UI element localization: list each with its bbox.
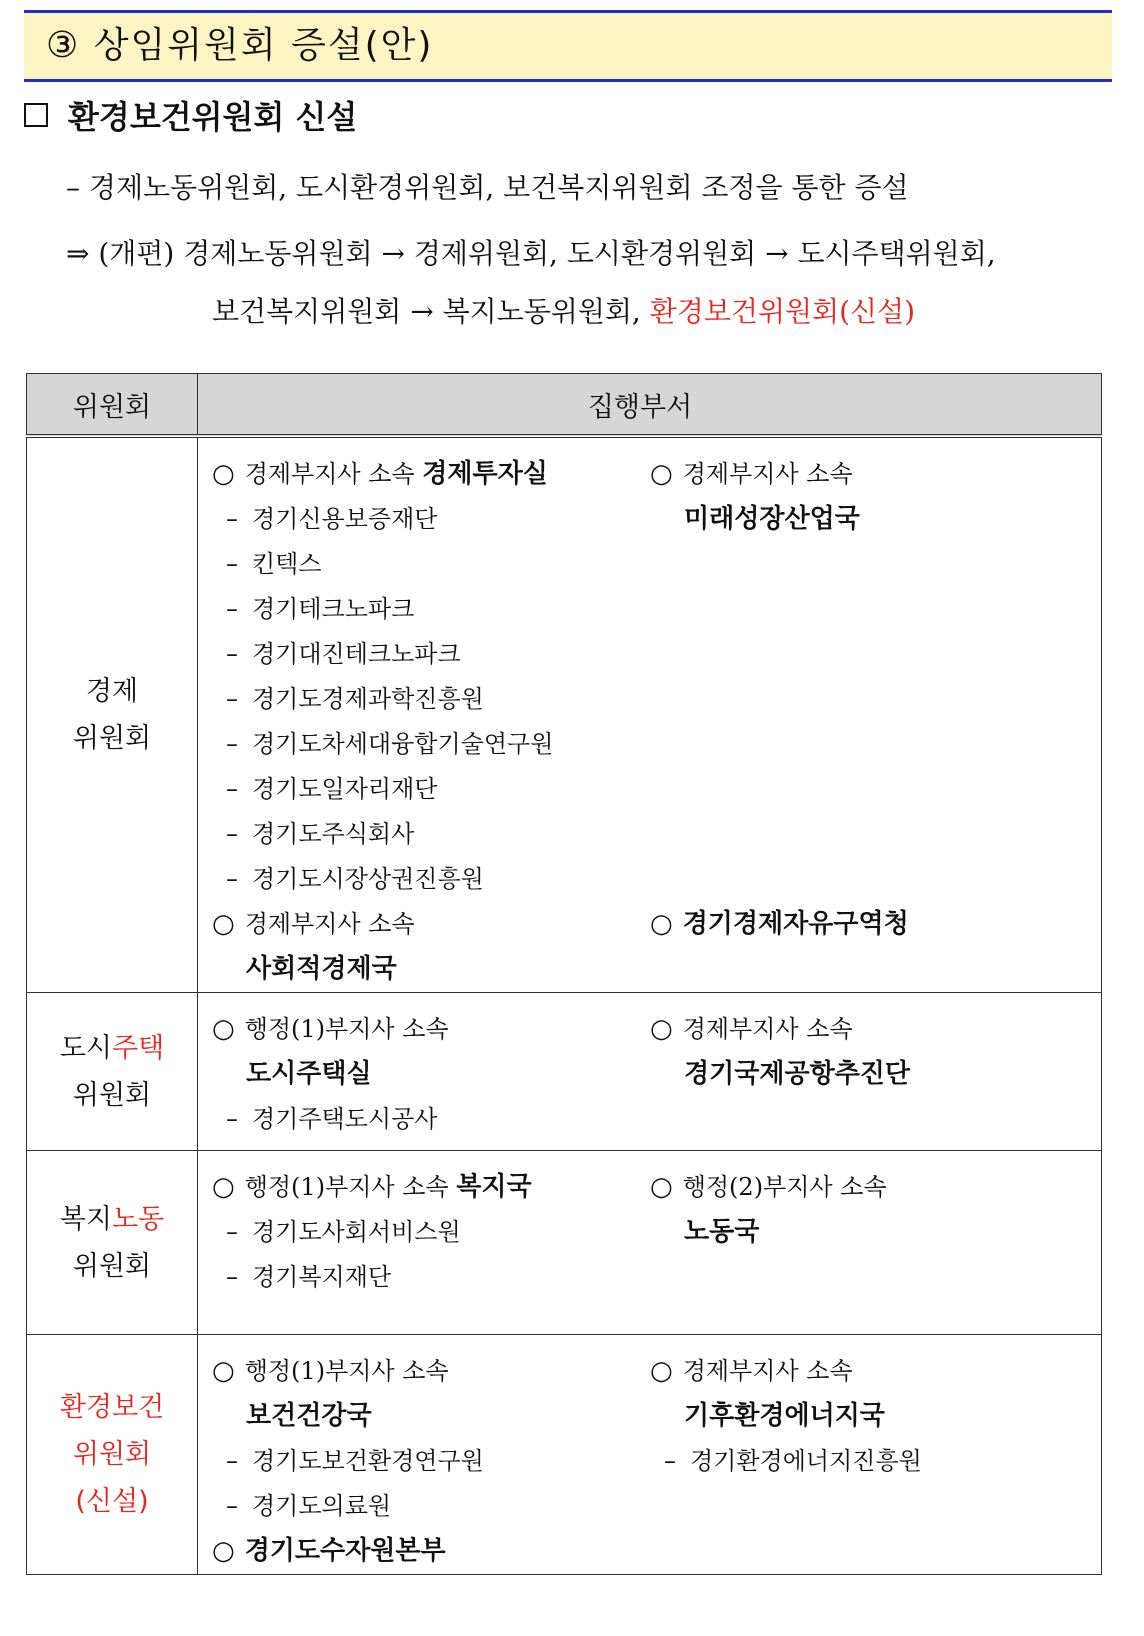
department-text: 행정(2)부지사 소속 (682, 1173, 887, 1201)
left-department-column (198, 1165, 650, 1300)
table-row (27, 1335, 1102, 1575)
affiliated-org (212, 1255, 650, 1300)
circle-bullet-icon: ○ (212, 909, 235, 939)
header-committee: 위원회 (27, 374, 198, 437)
committee-name-text: 위원회 (72, 1250, 152, 1282)
affiliated-org-text: 경기주택도시공사 (252, 1105, 438, 1133)
department-text: 행정(1)부지사 소속 (244, 1173, 457, 1201)
department-text: 행정(1)부지사 소속 (244, 1357, 449, 1385)
affiliated-org-text: 경기도보건환경연구원 (252, 1447, 484, 1475)
affiliated-org (212, 1210, 650, 1255)
department-name-bold: 경제투자실 (422, 459, 548, 489)
department-text: 경제부지사 소속 (244, 910, 415, 938)
dash-bullet-icon: – (226, 505, 238, 533)
spacer (650, 722, 1101, 767)
circle-bullet-icon: ○ (650, 909, 673, 939)
affiliated-org-text: 경기도일자리재단 (252, 775, 438, 803)
checkbox-icon (24, 103, 48, 127)
affiliated-org (212, 857, 650, 902)
dash-bullet-icon: – (226, 865, 238, 893)
affiliated-org-text: 경기테크노파크 (252, 595, 415, 623)
department-entry (650, 902, 1101, 947)
department-name-bold: 사회적경제국 (246, 954, 397, 984)
committee-name-text: 위원회 (72, 723, 152, 754)
affiliated-org-text: 경기신용보증재단 (252, 505, 438, 533)
affiliated-org-text: 경기대진테크노파크 (252, 640, 461, 668)
department-text: 경기경제자유구역청 (682, 909, 909, 939)
dash-bullet-icon: – (226, 640, 238, 668)
department-entry (212, 1529, 650, 1574)
dash-bullet-icon: – (226, 1263, 238, 1291)
committee-name-line (28, 1431, 196, 1478)
affiliated-org-text: 킨텍스 (252, 550, 322, 578)
summary-line-3-highlight: 환경보건위원회(신설) (649, 295, 916, 328)
spacer (650, 767, 1101, 812)
affiliated-org (212, 587, 650, 632)
committee-name-highlight: 주택 (112, 1032, 165, 1064)
dash-bullet-icon: – (226, 685, 238, 713)
table-row (27, 436, 1102, 993)
dash-bullet-icon: – (226, 730, 238, 758)
committee-name (27, 1151, 198, 1335)
department-name-bold: 기후환경에너지국 (684, 1401, 885, 1431)
committee-table (26, 373, 1102, 1575)
affiliated-org-text: 경기도의료원 (252, 1492, 392, 1520)
committee-name-highlight: 환경보건 (59, 1392, 165, 1423)
department-name-bold: 보건건강국 (246, 1401, 372, 1431)
department-name-bold: 노동국 (684, 1217, 760, 1247)
affiliated-org (212, 1484, 650, 1529)
department-cell (198, 993, 1102, 1151)
department-text: 경기도수자원본부 (244, 1536, 446, 1566)
committee-name-highlight: 노동 (112, 1203, 165, 1235)
circle-bullet-icon: ○ (212, 1172, 235, 1202)
affiliated-org-text: 경기도경제과학진흥원 (252, 685, 484, 713)
affiliated-org (212, 497, 650, 542)
department-name-bold: 경기국제공항추진단 (684, 1059, 911, 1089)
affiliated-org (650, 1439, 1101, 1484)
committee-name-line (28, 1243, 196, 1290)
affiliated-org (212, 722, 650, 767)
department-text: 경제부지사 소속 (244, 460, 423, 488)
dash-bullet-icon: – (226, 775, 238, 803)
dash-bullet-icon: – (226, 595, 238, 623)
dash-bullet-icon: – (226, 820, 238, 848)
affiliated-org-text: 경기도차세대융합기술연구원 (252, 730, 554, 758)
affiliated-org-text: 경기도사회서비스원 (252, 1218, 461, 1246)
committee-name (27, 1335, 198, 1575)
left-department-column (198, 1007, 650, 1142)
summary-line-3 (212, 290, 915, 330)
header-departments: 집행부서 (198, 374, 1102, 437)
department-name-bold: 복지국 (456, 1172, 532, 1202)
department-entry (212, 1007, 650, 1052)
right-department-column (650, 1007, 1101, 1142)
affiliated-org-text: 경기도주식회사 (252, 820, 415, 848)
department-cell (198, 1335, 1102, 1575)
affiliated-org (212, 767, 650, 812)
section-title: ③ 상임위원회 증설(안) (24, 10, 1112, 82)
affiliated-org-text: 경기환경에너지진흥원 (690, 1447, 922, 1475)
left-department-column (198, 452, 650, 992)
committee-name-line (28, 1196, 196, 1243)
circle-bullet-icon: ○ (212, 1014, 235, 1044)
affiliated-org (212, 677, 650, 722)
circle-bullet-icon: ○ (650, 1172, 673, 1202)
table-row (27, 1151, 1102, 1335)
heading-text: 환경보건위원회 신설 (68, 98, 358, 136)
committee-name-highlight: 위원회 (72, 1439, 152, 1470)
circle-bullet-icon: ○ (650, 459, 673, 489)
department-text: 경제부지사 소속 (682, 1015, 853, 1043)
department-text: 행정(1)부지사 소속 (244, 1015, 449, 1043)
department-name-bold: 도시주택실 (246, 1059, 372, 1089)
spacer (650, 857, 1101, 902)
circle-bullet-icon: ○ (650, 1014, 673, 1044)
committee-name-text: 경제 (85, 676, 139, 707)
committee-name-line (28, 715, 196, 762)
committee-name-line (28, 1072, 196, 1119)
spacer (650, 812, 1101, 857)
dash-bullet-icon: – (226, 1447, 238, 1475)
summary-line-2: ⇒ (개편) 경제노동위원회 → 경제위원회, 도시환경위원회 → 도시주택위원회, (66, 237, 996, 270)
department-entry (650, 1349, 1101, 1394)
affiliated-org (212, 1097, 650, 1142)
committee-name-text: 도시 (59, 1032, 112, 1064)
department-text: 경제부지사 소속 (682, 1357, 853, 1385)
summary-line-3-text: 보건복지위원회 → 복지노동위원회, (212, 295, 650, 328)
committee-name-text: 위원회 (72, 1079, 152, 1111)
table-header-row (27, 374, 1102, 437)
right-department-column (650, 1165, 1101, 1300)
affiliated-org (212, 632, 650, 677)
affiliated-org-text: 경기도시장상권진흥원 (252, 865, 484, 893)
department-entry (650, 1007, 1101, 1052)
department-entry (650, 1165, 1101, 1210)
section-heading (24, 92, 357, 138)
committee-name-highlight: (신설) (75, 1486, 149, 1517)
right-department-column (650, 452, 1101, 992)
dash-bullet-icon: – (226, 1218, 238, 1246)
department-entry (212, 452, 650, 497)
right-department-column (650, 1349, 1101, 1574)
spacer (650, 587, 1101, 632)
committee-name (27, 993, 198, 1151)
circle-bullet-icon: ○ (212, 1356, 235, 1386)
committee-name-line (28, 1478, 196, 1525)
circle-bullet-icon: ○ (212, 1536, 235, 1566)
dash-bullet-icon: – (664, 1447, 676, 1475)
left-department-column (198, 1349, 650, 1574)
committee-name (27, 436, 198, 993)
committee-name-text: 복지 (59, 1203, 112, 1235)
department-cell (198, 1151, 1102, 1335)
department-name-bold: 미래성장산업국 (684, 504, 860, 534)
affiliated-org (212, 1439, 650, 1484)
spacer (650, 677, 1101, 722)
department-entry (212, 1349, 650, 1394)
committee-name-line (28, 1384, 196, 1431)
affiliated-org-text: 경기복지재단 (252, 1263, 392, 1291)
spacer (650, 632, 1101, 677)
dash-bullet-icon: – (226, 550, 238, 578)
committee-name-line (28, 668, 196, 715)
affiliated-org (212, 542, 650, 587)
dash-bullet-icon: – (226, 1105, 238, 1133)
dash-bullet-icon: – (226, 1492, 238, 1520)
circle-bullet-icon: ○ (650, 1356, 673, 1386)
department-entry (650, 452, 1101, 497)
department-entry (212, 1165, 650, 1210)
circle-bullet-icon: ○ (212, 459, 235, 489)
affiliated-org (212, 812, 650, 857)
summary-line-1: – 경제노동위원회, 도시환경위원회, 보건복지위원회 조정을 통한 증설 (66, 171, 909, 204)
department-entry (212, 902, 650, 947)
department-text: 경제부지사 소속 (682, 460, 853, 488)
spacer (650, 542, 1101, 587)
committee-name-line (28, 1025, 196, 1072)
table-row (27, 993, 1102, 1151)
department-cell (198, 436, 1102, 993)
